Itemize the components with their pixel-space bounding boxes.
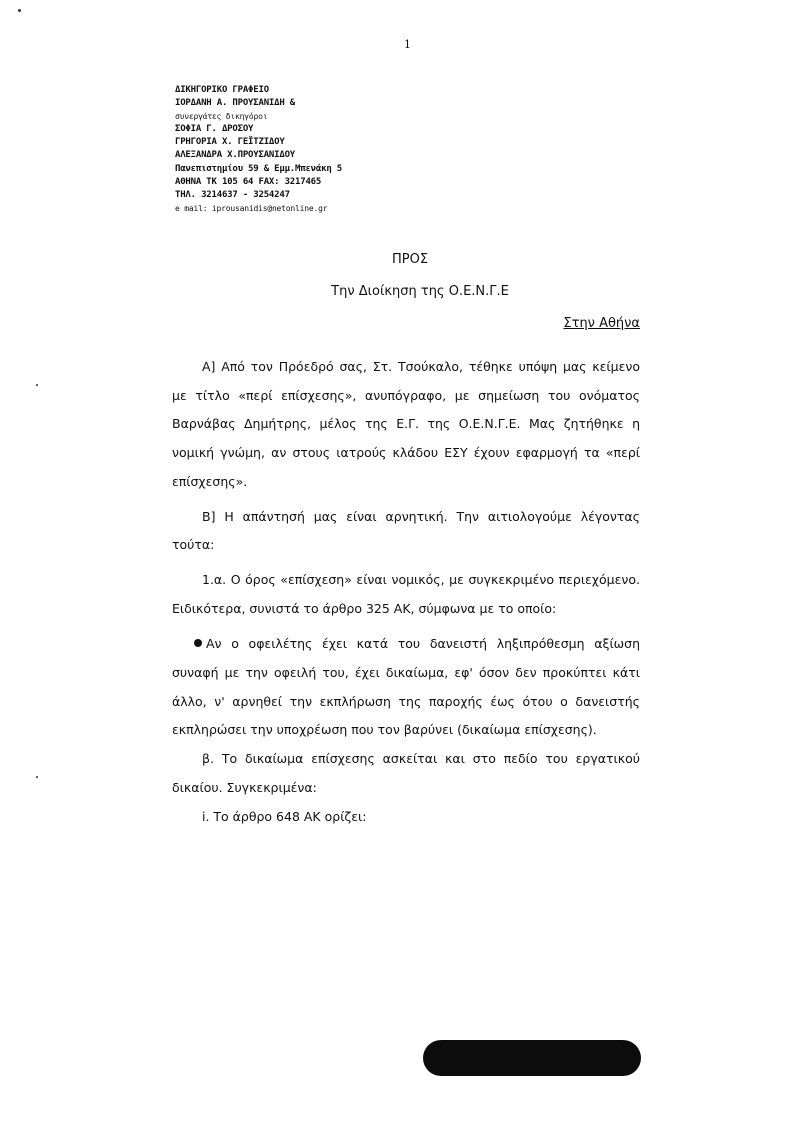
letterhead-phone: ΤΗΛ. 3214637 - 3254247 (175, 189, 290, 200)
heading-addressee: Την Διοίκηση της Ο.Ε.Ν.Γ.Ε (331, 284, 509, 299)
letterhead-associates-label: συνεργάτες δικηγόροι (175, 112, 268, 122)
scan-speck (36, 776, 38, 778)
paragraph-b: Β] Η απάντησή μας είναι αρνητική. Την αιτιολογούμε λέγοντας τούτα: (172, 508, 640, 553)
letter-body (172, 353, 640, 831)
redaction-mark (423, 1040, 641, 1076)
letterhead-address: Πανεπιστημίου 59 & Εμμ.Μπενάκη 5 (175, 163, 342, 174)
paragraph-a: Α] Από τον Πρόεδρό σας, Στ. Τσούκαλο, τέθηκε υπόψη μας κείμενο με τίτλο «περί επίσχεσης», ανυπόγραφο, με σημείωση του ονόματος Βαρνάβας Δημήτρης, μέλος της Ε.Γ. της Ο.Ε.Ν.Γ.Ε. Μας ζητήθηκε η νομική γνώμη, αν στους ιατρούς κλάδου ΕΣΥ έχουν εφαρμογή τα «περί επίσχεσης». (172, 359, 640, 489)
page-number: 1 (404, 38, 411, 51)
letterhead-principal: ΙΟΡΔΑΝΗ Α. ΠΡΟΥΣΑΝΙΔΗ & (175, 98, 296, 109)
letterhead (175, 84, 342, 215)
scan-speck (18, 9, 21, 12)
quoted-article-text: Αν ο οφειλέτης έχει κατά του δανειστή ληξιπρόθεσμη αξίωση συναφή με την οφειλή του, έχει δικαίωμα, εφ' όσον δεν προκύπτει κάτι άλλο, ν' αρνηθεί την εκπλήρωση της παροχής έως ότου ο δανειστής εκπληρώσει την υποχρέωση που τον βαρύνει (δικαίωμα επίσχεσης). (172, 636, 640, 738)
paragraph-i: i. Το άρθρο 648 ΑΚ ορίζει: (202, 808, 367, 824)
letterhead-associate-1: ΣΟΦΙΑ Γ. ΔΡΟΣΟΥ (175, 124, 254, 135)
letterhead-city-fax: ΑΘΗΝΑ ΤΚ 105 64 FAX: 3217465 (175, 176, 322, 187)
paragraph-quoted-article (172, 630, 640, 745)
letterhead-associate-3: ΑΛΕΞΑΝΔΡΑ Χ.ΠΡΟΥΣΑΝΙΔΟΥ (175, 150, 296, 161)
scan-speck (36, 384, 38, 386)
letterhead-email: e mail: iprousanidis@netonline.gr (175, 203, 328, 213)
letterhead-associate-2: ΓΡΗΓΟΡΙΑ Χ. ΓΕΪΤΖΙΔΟΥ (175, 137, 285, 148)
paragraph-beta: β. Το δικαίωμα επίσχεσης ασκείται και στο πεδίο του εργατικού δικαίου. Συγκεκριμένα: (172, 751, 640, 795)
bullet-icon (194, 639, 202, 647)
paragraph-1a: 1.α. Ο όρος «επίσχεση» είναι νομικός, με συγκεκριμένο περιεχόμενο. Ειδικότερα, συνιστά το άρθρο 325 ΑΚ, σύμφωνα με το οποίο: (172, 571, 640, 616)
heading-location: Στην Αθήνα (563, 316, 640, 331)
heading-pros: ΠΡΟΣ (391, 252, 429, 267)
letterhead-firm-name: ΔΙΚΗΓΟΡΙΚΟ ΓΡΑΦΕΙΟ (175, 85, 269, 95)
